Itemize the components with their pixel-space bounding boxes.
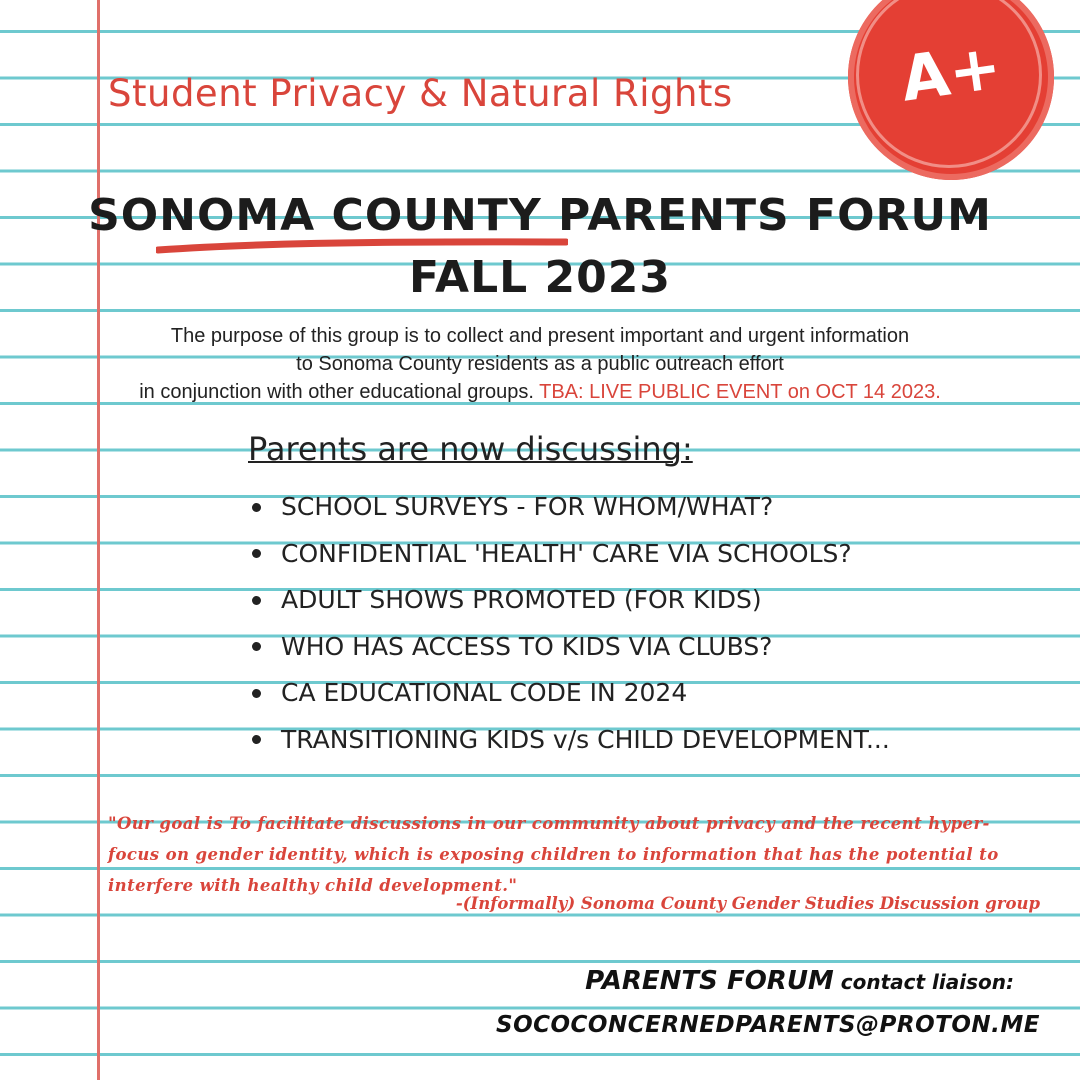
title-county: SONOMA COUNTY bbox=[88, 190, 542, 241]
description bbox=[0, 322, 1080, 406]
discussion-heading-text: Parents are now discussing: bbox=[248, 430, 693, 468]
topic-text: CONFIDENTIAL 'HEALTH' CARE VIA SCHOOLS? bbox=[281, 538, 852, 568]
topic-text: ADULT SHOWS PROMOTED (FOR KIDS) bbox=[281, 585, 762, 614]
description-line-1: The purpose of this group is to collect and present important and urgent information bbox=[170, 325, 910, 347]
discussion-heading bbox=[248, 430, 693, 468]
description-line-2: to Sonoma County residents as a public outreach effort bbox=[296, 353, 784, 375]
topic-text: CA EDUCATIONAL CODE IN 2024 bbox=[281, 678, 688, 707]
contact-label bbox=[585, 966, 1014, 996]
contact-email-link[interactable]: SOCOCONCERNEDPARENTS@PROTON.ME bbox=[496, 1012, 1040, 1038]
page-title-line-2: FALL 2023 bbox=[409, 252, 671, 303]
page-title-line-1 bbox=[0, 190, 1080, 241]
bullet-icon bbox=[252, 642, 261, 651]
description-line-3 bbox=[0, 378, 1080, 406]
topic-text: SCHOOL SURVEYS - FOR WHOM/WHAT? bbox=[281, 492, 774, 521]
topic-list bbox=[248, 484, 890, 763]
subtitle: Student Privacy & Natural Rights bbox=[108, 72, 733, 115]
event-announcement: TBA: LIVE PUBLIC EVENT on OCT 14 2023. bbox=[539, 381, 941, 403]
list-item bbox=[248, 624, 890, 671]
list-item bbox=[248, 531, 890, 578]
list-item bbox=[248, 717, 890, 764]
topic-text: WHO HAS ACCESS TO KIDS VIA CLUBS? bbox=[281, 631, 773, 661]
quote-attribution: -(Informally) Sonoma County Gender Studies Discussion group bbox=[455, 894, 1040, 913]
contact-label-strong: PARENTS FORUM bbox=[585, 966, 834, 996]
bullet-icon bbox=[252, 735, 261, 744]
list-item bbox=[248, 484, 890, 531]
bullet-icon bbox=[252, 549, 261, 558]
topic-text: TRANSITIONING KIDS v/s CHILD DEVELOPMENT... bbox=[281, 724, 890, 754]
grade-badge-text: A+ bbox=[896, 29, 1006, 116]
bullet-icon bbox=[252, 596, 261, 605]
goal-quote: "Our goal is To facilitate discussions in our community about privacy and the recent hyper-focus on gender identity, which is exposing children to information that has the potential to interfere with healthy child development." bbox=[108, 814, 999, 895]
bullet-icon bbox=[252, 689, 261, 698]
description-line-3-text: in conjunction with other educational groups. bbox=[139, 381, 540, 403]
list-item bbox=[248, 670, 890, 717]
contact-label-rest: contact liaison: bbox=[833, 970, 1014, 994]
bullet-icon bbox=[252, 503, 261, 512]
list-item bbox=[248, 577, 890, 624]
margin-line bbox=[97, 0, 100, 1080]
title-forum: PARENTS FORUM bbox=[541, 190, 992, 241]
